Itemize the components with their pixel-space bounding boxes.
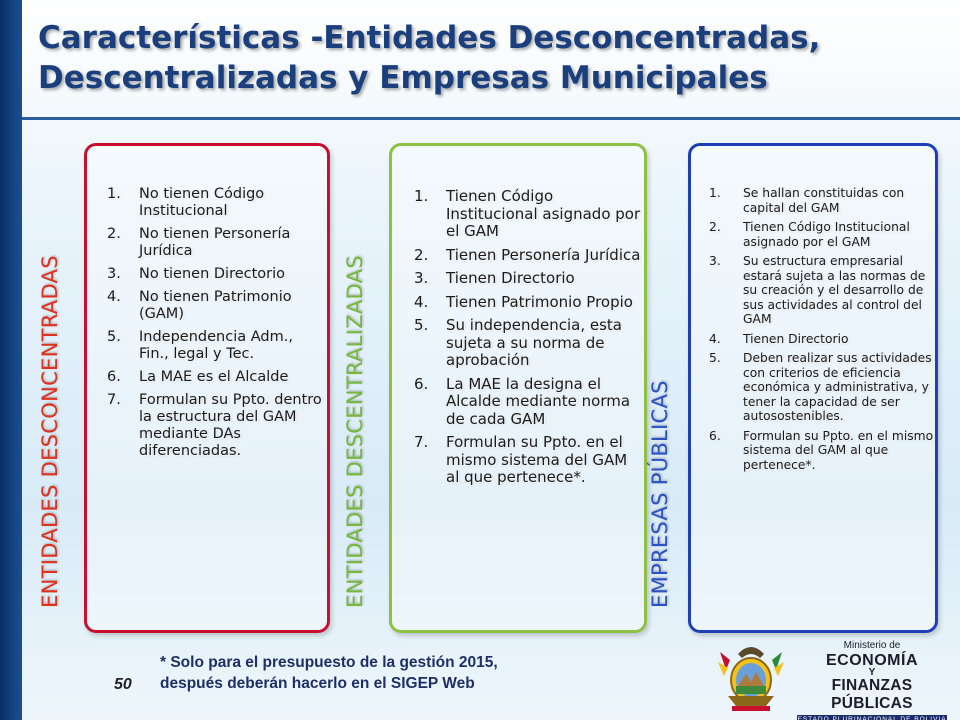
ministry-name-y: Y (868, 667, 876, 678)
item-number: 3. (414, 269, 429, 287)
item-text: Tienen Directorio (743, 331, 849, 346)
item-text: No tienen Patrimonio (GAM) (139, 289, 292, 322)
footnote-line-2: después deberán hacerlo en el SIGEP Web (160, 675, 475, 692)
item-text: La MAE es el Alcalde (139, 369, 289, 385)
item-text: La MAE la designa el Alcalde mediante norma de cada GAM (446, 374, 631, 428)
item-number: 7. (107, 392, 121, 408)
item-number: 6. (414, 374, 429, 393)
slide-title (38, 18, 948, 98)
label-entidades-descentralizadas: ENTIDADES DESCENTRALIZADAS (343, 255, 367, 608)
box-entidades-desconcentradas (84, 143, 330, 633)
slide-title-line-1: Características -Entidades Desconcentradas, (38, 20, 821, 56)
list-item (709, 254, 935, 327)
list-item (107, 186, 325, 220)
page-number: 50 (114, 676, 132, 693)
item-number: 2. (414, 245, 429, 264)
item-text: No tienen Código Institucional (139, 186, 265, 219)
list-empresas-publicas (709, 186, 935, 477)
list-item (107, 392, 325, 460)
box-entidades-descentralizadas (389, 143, 647, 633)
item-number: 5. (414, 316, 429, 334)
ministry-prefix: Ministerio de (843, 640, 901, 651)
footnote-line-1: * Solo para el presupuesto de la gestión 2015, (160, 654, 498, 671)
list-item (414, 434, 644, 487)
item-text: No tienen Personería Jurídica (139, 226, 291, 259)
label-entidades-desconcentradas: ENTIDADES DESCONCENTRADAS (38, 255, 62, 608)
title-underline (22, 117, 960, 120)
item-text: Tienen Personería Jurídica (446, 245, 641, 264)
list-item (709, 186, 935, 215)
item-text: Tienen Código Institucional asignado por el GAM (743, 220, 910, 249)
slide-title-line-2: Descentralizadas y Empresas Municipales (38, 60, 768, 96)
list-item (709, 429, 935, 473)
item-text: Independencia Adm., Fin., legal y Tec. (139, 329, 293, 362)
item-number: 5. (709, 351, 721, 365)
item-text: Tienen Directorio (446, 269, 575, 287)
ministry-country-bar: ESTADO PLURINACIONAL DE BOLIVIA (797, 715, 947, 720)
list-item (107, 329, 325, 363)
footnote (160, 652, 590, 694)
item-text: Su estructura empresarial estará sujeta a las normas de su creación y el desarrollo de sus actividades al control del GAM (743, 254, 926, 326)
item-text: Tienen Código Institucional asignado por el GAM (446, 187, 641, 240)
item-number: 4. (107, 289, 121, 305)
item-text: Formulan su Ppto. en el mismo sistema del GAM al que pertenece*. (446, 433, 628, 486)
item-text: Tienen Patrimonio Propio (446, 292, 633, 311)
label-empresas-publicas: EMPRESAS PÚBLICAS (648, 380, 672, 608)
ministry-name (794, 640, 950, 720)
item-number: 1. (107, 186, 121, 202)
item-number: 1. (709, 186, 721, 200)
item-text: Su independencia, esta sujeta a su norma de aprobación (446, 316, 622, 369)
item-number: 5. (107, 329, 121, 345)
item-number: 6. (107, 369, 121, 385)
list-item (414, 317, 644, 370)
list-item (414, 247, 644, 265)
list-item (414, 270, 644, 288)
list-item (709, 351, 935, 424)
list-item (414, 294, 644, 312)
item-number: 4. (414, 292, 429, 311)
item-number: 1. (414, 187, 429, 205)
item-number: 4. (709, 331, 721, 346)
item-number: 2. (709, 220, 721, 234)
list-item (709, 220, 935, 249)
list-item (107, 266, 325, 283)
bolivia-coat-of-arms-icon (716, 640, 786, 714)
list-desconcentradas (107, 186, 325, 466)
item-text: Se hallan constituidas con capital del GAM (743, 186, 905, 215)
item-text: Formulan su Ppto. en el mismo sistema del GAM al que pertenece*. (743, 428, 934, 472)
list-item (414, 376, 644, 429)
item-text: Formulan su Ppto. dentro la estructura del GAM mediante DAs diferenciadas. (139, 392, 322, 459)
list-descentralizadas (414, 188, 644, 493)
item-number: 6. (709, 428, 721, 443)
left-accent-band (0, 0, 22, 720)
box-empresas-publicas (688, 143, 938, 633)
list-item (107, 289, 325, 323)
item-number: 3. (709, 254, 721, 268)
ministry-name-economia: ECONOMÍA (826, 652, 918, 669)
item-number: 3. (107, 266, 121, 282)
item-text: No tienen Directorio (139, 266, 286, 282)
item-number: 7. (414, 433, 429, 451)
list-item (107, 369, 325, 386)
list-item (709, 332, 935, 347)
ministry-name-finanzas: FINANZAS PÚBLICAS (831, 677, 913, 712)
list-item (107, 226, 325, 260)
list-item (414, 188, 644, 241)
item-text: Deben realizar sus actividades con criterios de eficiencia económica y administrativa, y tener la capacidad de ser autosostenibles. (743, 351, 932, 423)
item-number: 2. (107, 226, 121, 242)
ministry-logo (710, 638, 950, 718)
